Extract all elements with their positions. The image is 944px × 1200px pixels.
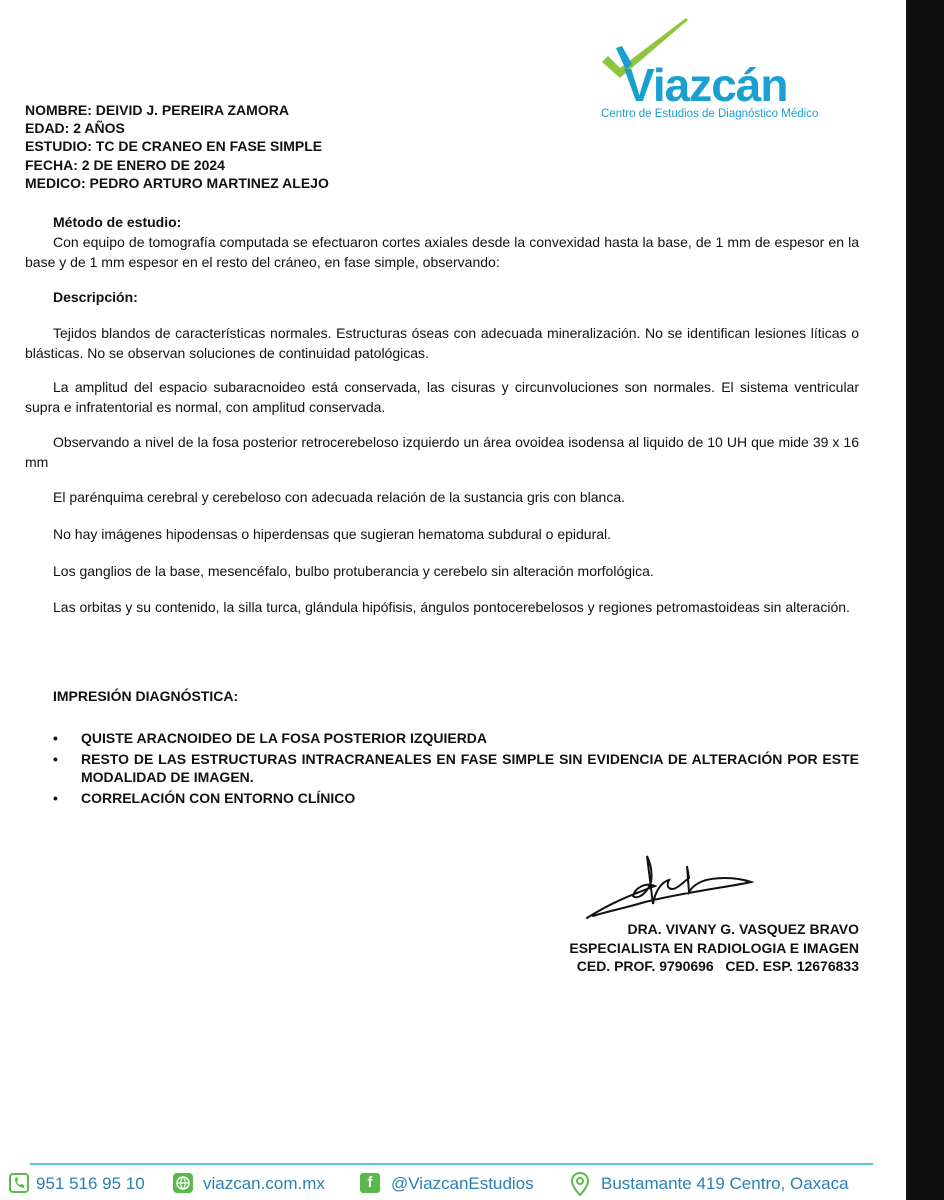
footer-rule bbox=[30, 1163, 873, 1165]
diagnosis-item-text: RESTO DE LAS ESTRUCTURAS INTRACRANEALES EN FASE SIMPLE SIN EVIDENCIA DE ALTERACIÓN POR ESTE MODALIDAD DE IMAGEN. bbox=[81, 750, 859, 785]
description-text: Los ganglios de la base, mesencéfalo, bulbo protuberancia y cerebelo sin alteración morfológica. bbox=[53, 563, 654, 579]
logo-tagline: Centro de Estudios de Diagnóstico Médico bbox=[601, 108, 819, 120]
method-heading: Método de estudio: bbox=[53, 214, 182, 230]
facebook-icon: f bbox=[360, 1173, 380, 1193]
study-name: ESTUDIO: TC DE CRANEO EN FASE SIMPLE bbox=[25, 138, 323, 155]
method-paragraph bbox=[25, 233, 859, 272]
diagnosis-item-text: QUISTE ARACNOIDEO DE LA FOSA POSTERIOR IZQUIERDA bbox=[81, 730, 488, 746]
logo-wordmark: Viazcán bbox=[624, 59, 788, 111]
bullet-icon: • bbox=[53, 730, 58, 746]
bullet-icon: • bbox=[53, 789, 58, 806]
method-text: Con equipo de tomografía computada se efectuaron cortes axiales desde la convexidad hasta la base, de 1 mm de espesor en la base y de 1 mm espesor en el resto del cráneo, en fase simple, observando: bbox=[25, 234, 859, 270]
footer-address: Bustamante 419 Centro, Oaxaca bbox=[601, 1174, 849, 1193]
description-paragraph bbox=[25, 324, 859, 363]
signer-title: ESPECIALISTA EN RADIOLOGIA E IMAGEN bbox=[569, 939, 859, 956]
description-paragraph bbox=[25, 598, 859, 618]
patient-name: NOMBRE: DEIVID J. PEREIRA ZAMORA bbox=[25, 102, 289, 118]
footer-facebook[interactable]: @ViazcanEstudios bbox=[391, 1174, 534, 1193]
diagnosis-item bbox=[53, 789, 859, 808]
diagnosis-list bbox=[53, 729, 859, 809]
diagnosis-item bbox=[53, 729, 859, 748]
signer-name: DRA. VIVANY G. VASQUEZ BRAVO bbox=[627, 921, 859, 937]
patient-age: EDAD: 2 AÑOS bbox=[25, 120, 125, 137]
globe-icon bbox=[172, 1172, 194, 1194]
description-text: Tejidos blandos de características normales. Estructuras óseas con adecuada mineralización. No se identifican lesiones líticas o blásticas. No se observan soluciones de continuidad patológicas. bbox=[25, 325, 859, 361]
description-paragraph bbox=[25, 433, 859, 472]
location-pin-icon bbox=[570, 1172, 590, 1196]
description-paragraph bbox=[25, 488, 859, 508]
diagnosis-item bbox=[53, 750, 859, 787]
description-paragraph bbox=[25, 378, 859, 417]
signature-block bbox=[540, 920, 859, 976]
diagnosis-item-text: CORRELACIÓN CON ENTORNO CLÍNICO bbox=[81, 789, 356, 806]
footer bbox=[0, 1170, 906, 1200]
footer-phone[interactable]: 951 516 95 10 bbox=[36, 1174, 145, 1193]
phone-icon bbox=[8, 1172, 30, 1194]
description-text: El parénquima cerebral y cerebeloso con adecuada relación de la sustancia gris con blanca. bbox=[53, 489, 626, 505]
referring-doctor: MEDICO: PEDRO ARTURO MARTINEZ ALEJO bbox=[25, 174, 329, 191]
viazcan-logo bbox=[598, 18, 848, 128]
scan-dark-edge bbox=[906, 0, 944, 1200]
description-text: Observando a nivel de la fosa posterior retrocerebeloso izquierdo un área ovoidea isodensa al liquido de 10 UH que mide 39 x 16 mm bbox=[25, 434, 859, 470]
description-heading: Descripción: bbox=[53, 289, 138, 305]
footer-website[interactable]: viazcan.com.mx bbox=[203, 1174, 325, 1193]
handwritten-signature bbox=[585, 852, 755, 922]
description-paragraph bbox=[25, 562, 859, 582]
patient-header bbox=[25, 101, 329, 192]
description-text: Las orbitas y su contenido, la silla turca, glándula hipófisis, ángulos pontocerebelosos y regiones petromastoideas sin alteración. bbox=[53, 599, 850, 615]
bullet-icon: • bbox=[53, 750, 58, 767]
study-date: FECHA: 2 DE ENERO DE 2024 bbox=[25, 156, 225, 173]
diagnosis-heading: IMPRESIÓN DIAGNÓSTICA: bbox=[53, 688, 239, 704]
description-text: No hay imágenes hipodensas o hiperdensas que sugieran hematoma subdural o epidural. bbox=[53, 526, 612, 542]
description-paragraph bbox=[25, 525, 859, 545]
signer-credentials: CED. PROF. 9790696 CED. ESP. 12676833 bbox=[576, 958, 859, 974]
description-text: La amplitud del espacio subaracnoideo está conservada, las cisuras y circunvoluciones son normales. El sistema ventricular supra e infratentorial es normal, con amplitud conservada. bbox=[25, 379, 859, 415]
